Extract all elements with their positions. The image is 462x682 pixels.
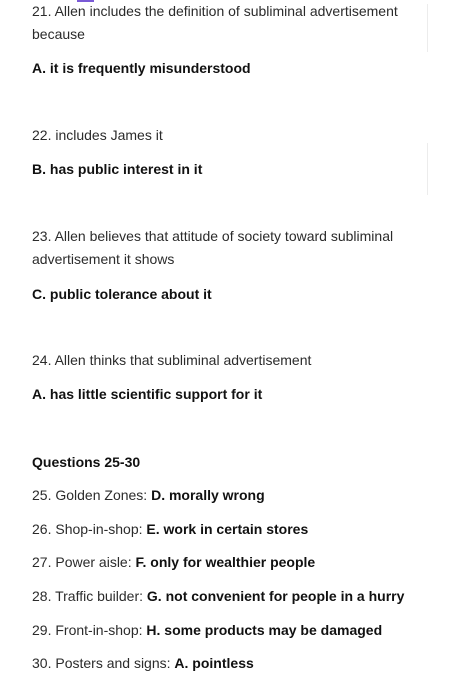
matching-label: 28. Traffic builder: (32, 588, 144, 604)
matching-label: 30. Posters and signs: (32, 655, 171, 671)
matching-row (32, 585, 432, 608)
matching-answer: D. morally wrong (151, 487, 265, 503)
matching-label: 25. Golden Zones: (32, 487, 148, 503)
question-23-answer: C. public tolerance about it (32, 286, 212, 302)
matching-row (32, 551, 432, 574)
matching-answer: G. not convenient for people in a hurry (146, 588, 405, 604)
matching-label: 29. Front-in-shop: (32, 622, 143, 638)
matching-answer: E. work in certain stores (146, 521, 309, 537)
matching-label: 26. Shop-in-shop: (32, 521, 143, 537)
matching-row (32, 619, 432, 642)
matching-answer: F. only for wealthier people (135, 554, 316, 570)
question-24-answer: A. has little scientific support for it (32, 386, 263, 402)
matching-answer: A. pointless (174, 655, 254, 671)
matching-row (32, 652, 432, 675)
matching-label: 27. Power aisle: (32, 554, 132, 570)
question-21-answer: A. it is frequently misunderstood (32, 60, 251, 76)
question-23-text: 23. Allen believes that attitude of society toward subliminal advertisement it shows (32, 228, 394, 267)
question-24-text: 24. Allen thinks that subliminal advertisement (32, 352, 312, 368)
matching-row (32, 484, 432, 507)
section-heading: Questions 25-30 (32, 454, 141, 470)
matching-answer: H. some products may be damaged (146, 622, 383, 638)
question-21-text: 21. Allen includes the definition of subliminal advertisement because (32, 3, 398, 42)
question-22-answer: B. has public interest in it (32, 161, 203, 177)
question-22-text: 22. includes James it (32, 127, 163, 143)
matching-row (32, 518, 432, 541)
